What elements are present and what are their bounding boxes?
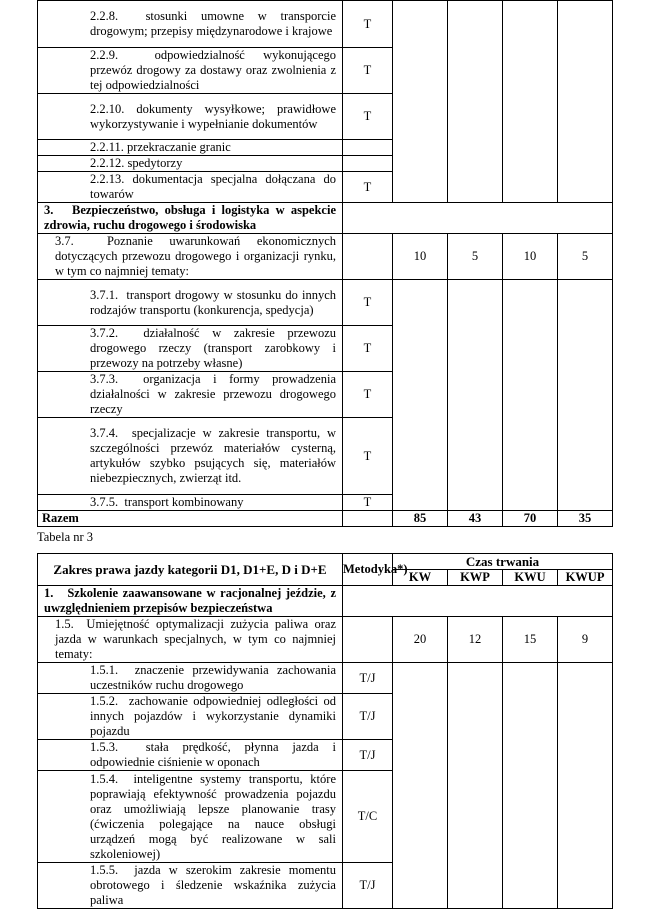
row-label: 3.7.4. specjalizacje w zakresie transportu, w szczególności przewóz materiałów cysterną, artykułów szybko psujących się, materiałów niebezpiecznych, zwierząt itd. xyxy=(38,418,343,495)
column-header-kwu: KWU xyxy=(503,570,558,586)
method-cell: T xyxy=(343,418,393,495)
empty-cell xyxy=(558,280,613,511)
method-cell: T xyxy=(343,326,393,372)
column-header-method: Metodyka*) xyxy=(343,554,393,586)
table-row xyxy=(38,280,613,326)
row-label: 2.2.13. dokumentacja specjalna dołączana do towarów xyxy=(38,172,343,203)
section-row xyxy=(38,203,613,234)
kwu-value: 15 xyxy=(503,617,558,663)
row-label: 1.5.4. inteligentne systemy transportu, które poprawiają efektywność prowadzenia pojazdu oraz umożliwiają lepsze planowanie trasy (ćwiczenia polegające na nauce obsługi urządzeń mogą być realizowane w sali szkoleniowej) xyxy=(38,771,343,863)
method-cell: T xyxy=(343,94,393,140)
topic-label: 1.5. Umiejętność optymalizacji zużycia paliwa oraz jazda w warunkach specjalnych, w tym co najmniej tematy: xyxy=(38,617,343,663)
topic-label: 3.7. Poznanie uwarunkowań ekonomicznych dotyczących przewozu drogowego i organizacji rynku, w tym co najmniej tematy: xyxy=(38,234,343,280)
row-label: 3.7.3. organizacja i formy prowadzenia działalności w zakresie przewozu drogowego rzeczy xyxy=(38,372,343,418)
curriculum-table-2 xyxy=(37,0,613,527)
topic-row xyxy=(38,234,613,280)
row-label: 3.7.5. transport kombinowany xyxy=(38,495,343,511)
table-caption: Tabela nr 3 xyxy=(37,530,94,544)
total-label: Razem xyxy=(38,511,343,527)
method-cell xyxy=(343,156,393,172)
total-kw: 85 xyxy=(393,511,448,527)
empty-cell xyxy=(393,663,448,909)
empty-cell xyxy=(503,1,558,203)
total-kwu: 70 xyxy=(503,511,558,527)
method-cell: T xyxy=(343,372,393,418)
kwp-value: 5 xyxy=(448,234,503,280)
kw-value: 20 xyxy=(393,617,448,663)
empty-cell xyxy=(503,280,558,511)
total-row xyxy=(38,511,613,527)
row-label: 1.5.5. jazda w szerokim zakresie momentu obrotowego i śledzenie wskaźnika zużycia paliwa xyxy=(38,863,343,909)
kwup-value: 5 xyxy=(558,234,613,280)
kwu-value: 10 xyxy=(503,234,558,280)
section-row xyxy=(38,586,613,617)
empty-cell xyxy=(448,1,503,203)
empty-cell xyxy=(343,586,613,617)
topic-row xyxy=(38,617,613,663)
method-cell: T/J xyxy=(343,740,393,771)
column-header-kwp: KWP xyxy=(448,570,503,586)
method-cell: T xyxy=(343,1,393,48)
row-label: 3.7.1. transport drogowy w stosunku do innych rodzajów transportu (konkurencja, spedycja) xyxy=(38,280,343,326)
empty-cell xyxy=(448,663,503,909)
method-cell: T xyxy=(343,48,393,94)
section-heading: 1. Szkolenie zaawansowane w racjonalnej jeździe, z uwzględnieniem przepisów bezpieczeństwa xyxy=(38,586,343,617)
section-heading: 3. Bezpieczeństwo, obsługa i logistyka w aspekcie zdrowia, ruchu drogowego i środowiska xyxy=(38,203,343,234)
total-kwp: 43 xyxy=(448,511,503,527)
row-label: 2.2.12. spedytorzy xyxy=(38,156,343,172)
kwup-value: 9 xyxy=(558,617,613,663)
column-header-scope: Zakres prawa jazdy kategorii D1, D1+E, D i D+E xyxy=(38,554,343,586)
empty-cell xyxy=(503,663,558,909)
header-row xyxy=(38,554,613,570)
total-kwup: 35 xyxy=(558,511,613,527)
row-label: 2.2.10. dokumenty wysyłkowe; prawidłowe wykorzystywanie i wypełnianie dokumentów xyxy=(38,94,343,140)
row-label: 1.5.2. zachowanie odpowiedniej odległości od innych pojazdów i wykorzystanie dynamiki pojazdu xyxy=(38,694,343,740)
row-label: 2.2.8. stosunki umowne w transporcie drogowym; przepisy międzynarodowe i krajowe xyxy=(38,1,343,48)
empty-cell xyxy=(343,511,393,527)
method-cell: T/J xyxy=(343,694,393,740)
kwp-value: 12 xyxy=(448,617,503,663)
empty-cell xyxy=(393,280,448,511)
method-cell: T xyxy=(343,495,393,511)
column-header-kw: KW xyxy=(393,570,448,586)
table-row xyxy=(38,1,613,48)
row-label: 2.2.11. przekraczanie granic xyxy=(38,140,343,156)
kw-value: 10 xyxy=(393,234,448,280)
method-cell: T xyxy=(343,172,393,203)
empty-cell xyxy=(448,280,503,511)
empty-cell xyxy=(343,617,393,663)
row-label: 1.5.1. znaczenie przewidywania zachowania uczestników ruchu drogowego xyxy=(38,663,343,694)
empty-cell xyxy=(343,203,613,234)
row-label: 2.2.9. odpowiedzialność wykonującego przewóz drogowy za dostawy oraz zwolnienia z tej odpowiedzialności xyxy=(38,48,343,94)
curriculum-table-3 xyxy=(37,553,613,909)
method-cell: T xyxy=(343,280,393,326)
table-row xyxy=(38,663,613,694)
column-header-kwup: KWUP xyxy=(558,570,613,586)
method-cell xyxy=(343,140,393,156)
empty-cell xyxy=(343,234,393,280)
method-cell: T/J xyxy=(343,863,393,909)
row-label: 1.5.3. stała prędkość, płynna jazda i odpowiednie ciśnienie w oponach xyxy=(38,740,343,771)
empty-cell xyxy=(393,1,448,203)
column-header-duration: Czas trwania xyxy=(393,554,613,570)
empty-cell xyxy=(558,1,613,203)
row-label: 3.7.2. działalność w zakresie przewozu drogowego rzeczy (transport zarobkowy i przewozy na potrzeby własne) xyxy=(38,326,343,372)
method-cell: T/J xyxy=(343,663,393,694)
empty-cell xyxy=(558,663,613,909)
method-cell: T/C xyxy=(343,771,393,863)
